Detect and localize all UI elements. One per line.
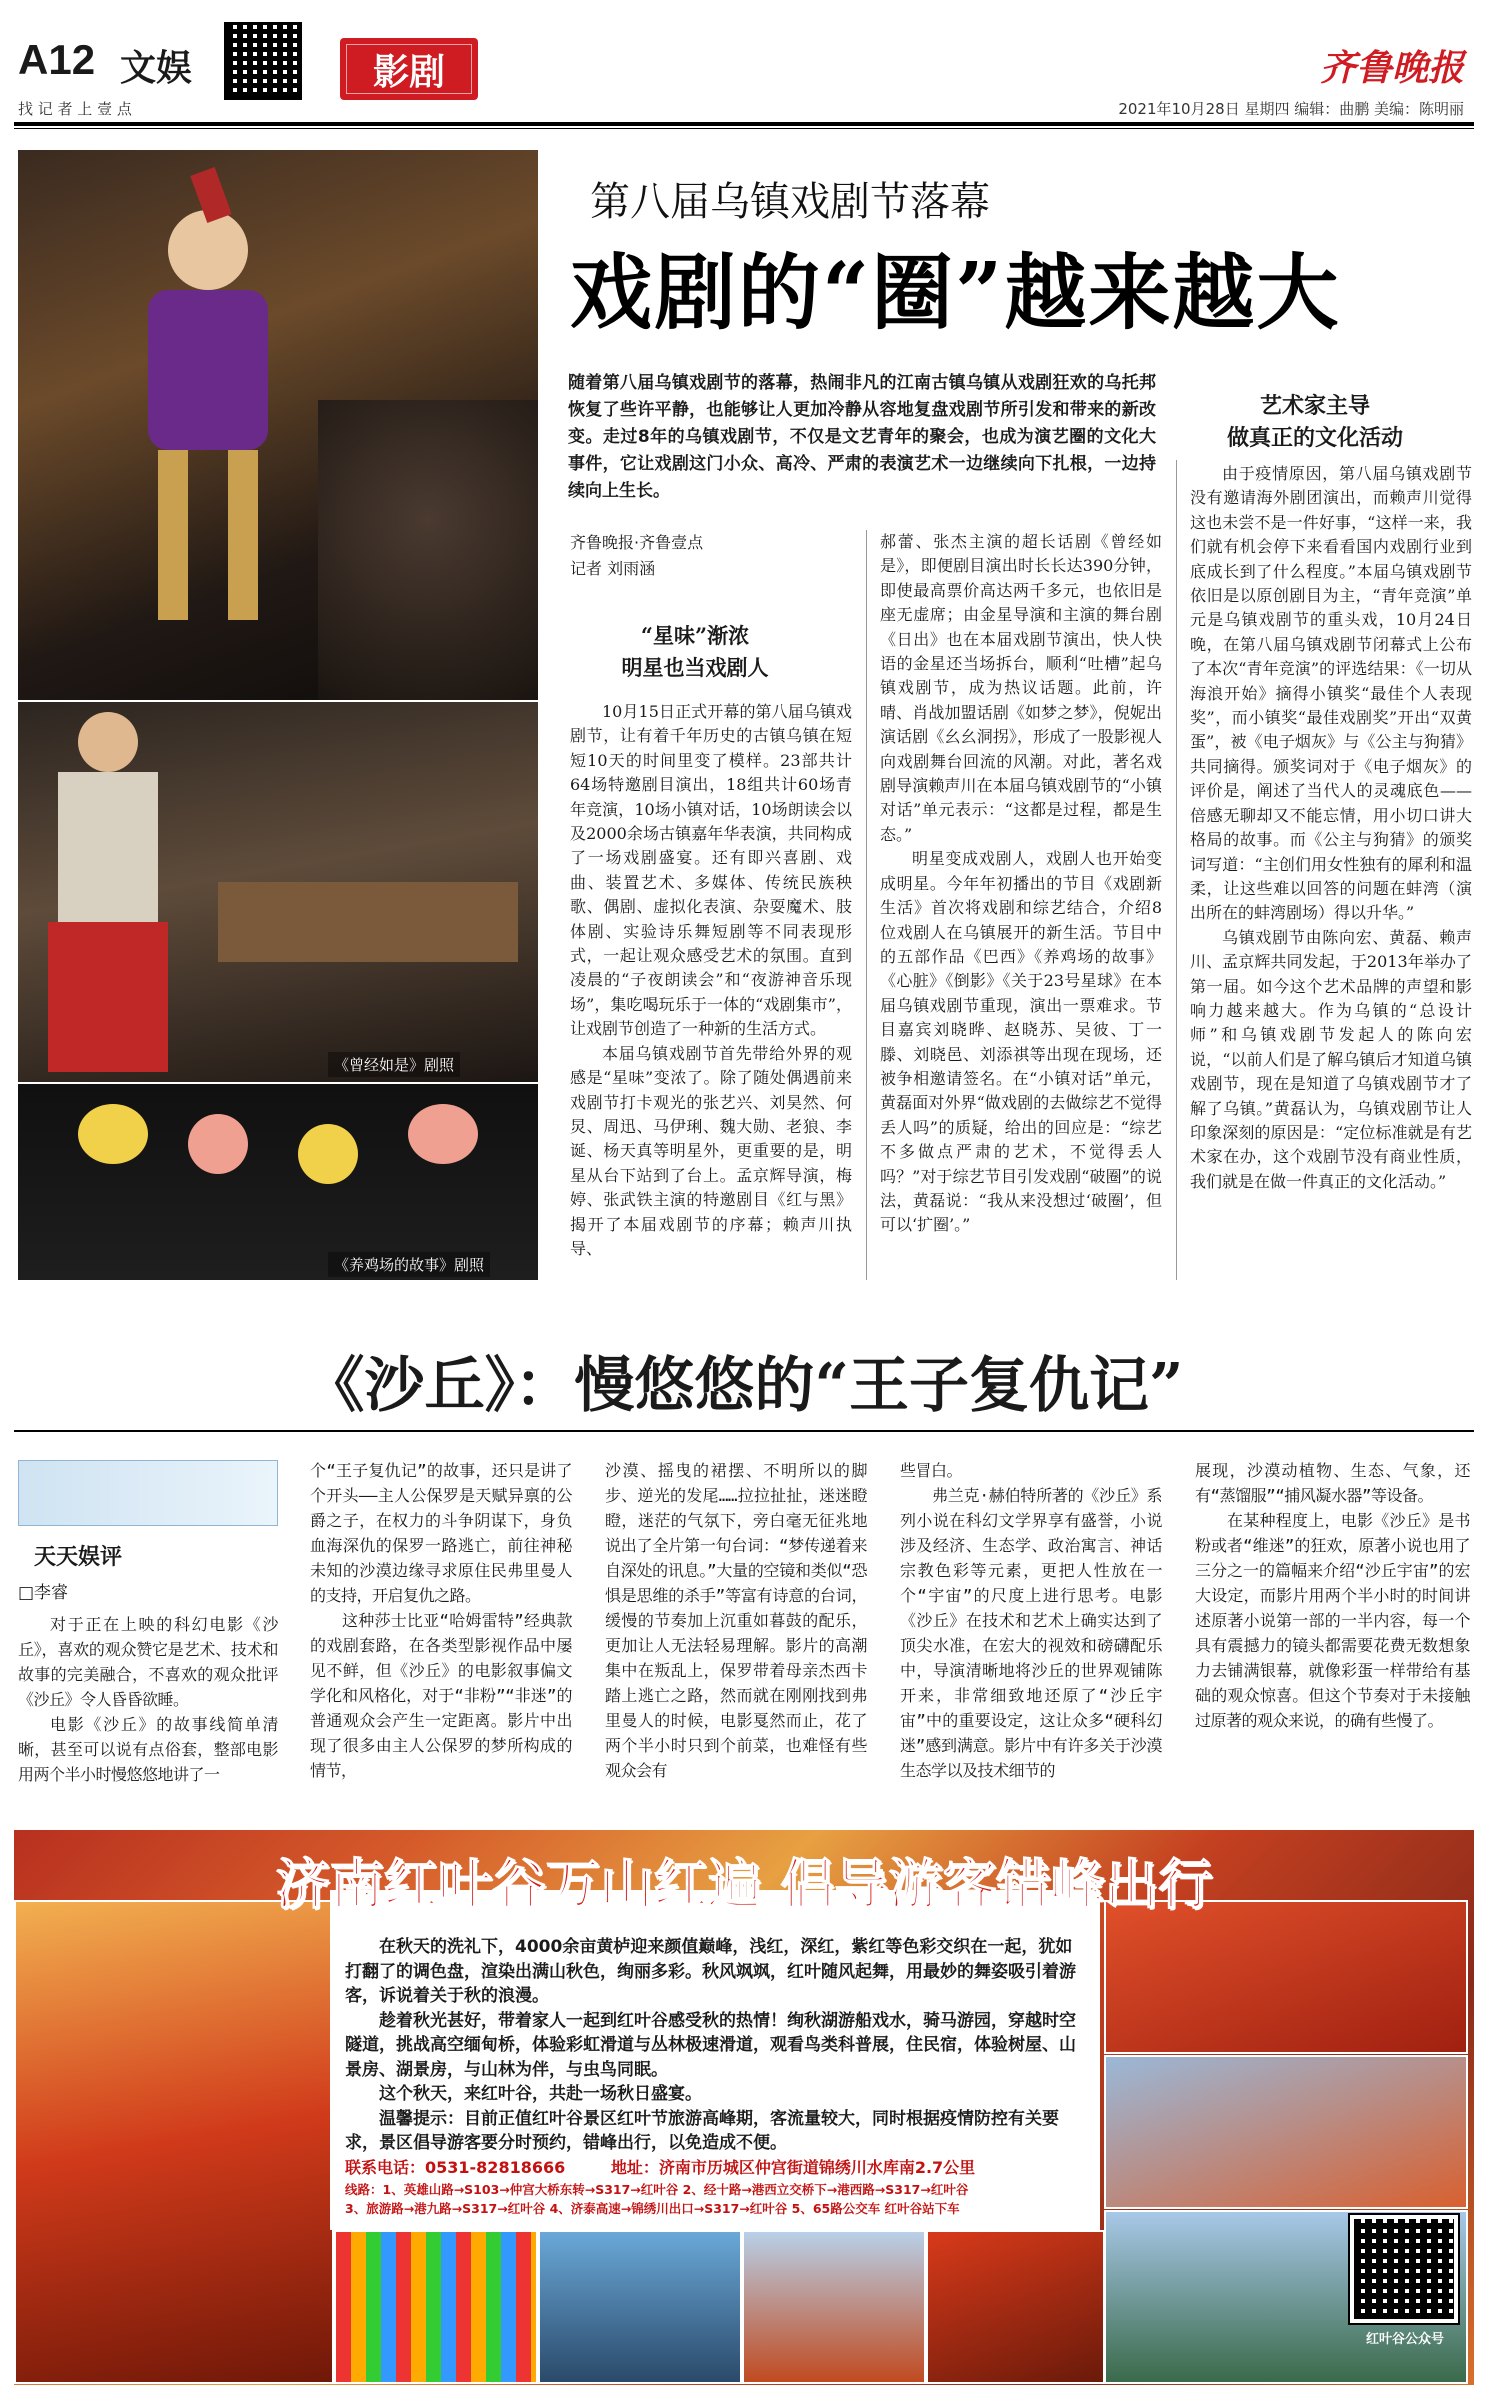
- paragraph: 个“王子复仇记”的故事，还只是讲了个开头——主人公保罗是天赋异禀的公爵之子，在权力的斗争阴谋下，身负血海深仇的保罗一路逃亡，前往神秘未知的沙漠边缘寻求原住民弗里曼人的支持，开启复仇之路。: [310, 1461, 572, 1605]
- actor-head: [78, 712, 138, 772]
- ad-route-line: 3、旅游路→港九路→S317→红叶谷 4、济泰高速→锦绣川出口→S317→红叶谷 5、65路公交车 红叶谷站下车: [345, 2201, 960, 2216]
- dune-column-5: [1195, 1458, 1470, 1823]
- ad-headline: 济南红叶谷万山红遍 倡导游客错峰出行: [275, 1852, 1213, 1916]
- stage-photo-1[interactable]: [18, 702, 538, 1082]
- section-tag-label: 影剧: [372, 50, 445, 93]
- page-number: A12: [18, 36, 96, 83]
- subhead-left: [570, 620, 820, 684]
- column-rule: [1176, 460, 1177, 1280]
- byline: [570, 530, 703, 582]
- actor-body: [58, 772, 158, 922]
- rainbow-slide-photo: [334, 2230, 538, 2384]
- dune-column-3: [605, 1458, 867, 1823]
- paragraph: 本届乌镇戏剧节首先带给外界的观感是“星味”变浓了。除了随处偶遇前来戏剧节打卡观光的张艺兴、刘昊然、何炅、周迅、马伊琍、魏大勋、老狼、李诞、杨天真等明星外，更重要的是，明星从台下站到了台上。孟京辉导演，梅婷、张武铁主演的特邀剧目《红与黑》揭开了本届戏剧节的序幕；赖声川执导、: [570, 1043, 852, 1258]
- ad-phone[interactable]: 联系电话：0531-82818666: [345, 2158, 566, 2177]
- ad-body: [345, 1935, 1085, 2156]
- ad-paragraph: 在秋天的洗礼下，4000余亩黄栌迎来颜值巅峰，浅红，深红，紫红等色彩交织在一起，犹如打翻了的调色盘，渲染出满山秋色，绚丽多彩。秋风飒飒，红叶随风起舞，用最妙的舞姿吸引着游客，诉说着关于秋的浪漫。: [345, 1937, 1076, 2006]
- section-name: 文娱: [120, 47, 193, 89]
- review-author: □李睿: [18, 1583, 69, 1603]
- subhead-line: 明星也当戏剧人: [621, 655, 769, 680]
- photo-column: [18, 150, 538, 1280]
- autumn-photo: [1104, 1900, 1468, 2054]
- ad-tip: 温馨提示：目前正值红叶谷景区红叶节旅游高峰期，客流量较大，同时根据疫情防控有关要求，景区倡导游客要分时预约，错峰出行，以免造成不便。: [345, 2108, 1059, 2153]
- puppet-leg: [158, 450, 188, 620]
- mountain-photo: [14, 1900, 334, 2384]
- chicken-mask: [78, 1104, 148, 1164]
- dune-headline: 《沙丘》：慢悠悠的“王子复仇记”: [304, 1351, 1184, 1421]
- audience-crowd: [318, 400, 538, 700]
- stage-photo-2[interactable]: [18, 1084, 538, 1280]
- story-column-1: [570, 700, 852, 1290]
- header-left-note: 找 记 者 上 壹 点: [18, 100, 132, 118]
- paragraph: 些冒白。: [900, 1461, 963, 1480]
- header-date-editor: 2021年10月28日 星期四 编辑：曲鹏 美编：陈明丽: [1118, 100, 1464, 118]
- byline-author: 记者 刘雨涵: [570, 559, 656, 578]
- paragraph: 这种莎士比亚“哈姆雷特”经典款的戏剧套路，在各类型影视作品中屡见不鲜，但《沙丘》的电影叙事偏文学化和风格化，对于“非粉”“非迷”的普通观众会产生一定距离。影片中出现了很多由主人公保罗的梦所构成的情节，: [310, 1611, 572, 1780]
- story-column-3: [1190, 462, 1472, 1290]
- autumn-photo: [1104, 2055, 1468, 2209]
- qr-code-icon[interactable]: [1350, 2215, 1458, 2323]
- subhead-line: “星味”渐浓: [640, 623, 750, 648]
- actor-costume: [48, 922, 168, 1072]
- paragraph: 展现，沙漠动植物、生态、气象，还有“蒸馏服”“捕风凝水器”等设备。: [1195, 1461, 1470, 1505]
- ad-address: 地址：济南市历城区仲宫街道锦绣川水库南2.7公里: [610, 2158, 976, 2177]
- paragraph: 10月15日正式开幕的第八届乌镇戏剧节，让有着千年历史的古镇乌镇在短短10天的时间里变了模样。23部共计64场特邀剧目演出，18组共计60场青年竞演，10场小镇对话，10场朗读会以及2000余场古镇嘉年华表演，共同构成了一场戏剧盛宴。还有即兴喜剧、戏曲、装置艺术、多媒体、传统民族秧歌、偶剧、虚拟化表演、杂耍魔术、肢体剧、实验诗乐舞短剧等不同表现形式，一起让观众感受艺术的氛围。直到凌晨的“子夜朗读会”和“夜游神音乐现场”，集吃喝玩乐于一体的“戏剧集市”，让戏剧节创造了一种新的生活方式。: [570, 702, 852, 1039]
- subhead-line: 艺术家主导: [1259, 393, 1370, 419]
- paragraph: 明星变成戏剧人，戏剧人也开始变成明星。今年年初播出的节目《戏剧新生活》首次将戏剧和综艺结合，介绍8位戏剧人在乌镇展开的新生活。节目中的五部作品《巴西》《养鸡场的故事》《心脏》《倒影》《关于23号星球》在本届乌镇戏剧节重现，演出一票难求。节目嘉宾刘晓晔、赵晓苏、吴彼、丁一滕、刘晓邑、刘添祺等出现在现场，还被争相邀请签名。在“小镇对话”单元，黄磊面对外界“做戏剧的去做综艺不觉得丢人吗”的质疑，给出的回应是：“综艺不多做点严肃的艺术，不觉得丢人吗？”对于综艺节目引发戏剧“破圈”的说法，黄磊说：“我从来没想过‘破圈’，但可以‘扩圈’。”: [880, 849, 1162, 1235]
- photo-caption: 《养鸡场的故事》剧照: [328, 1252, 490, 1277]
- zipline-photo: [742, 2230, 926, 2384]
- chicken-mask: [298, 1124, 358, 1184]
- paragraph: 由于疫情原因，第八届乌镇戏剧节没有邀请海外剧团演出，而赖声川觉得这也未尝不是一件好事，“这样一来，我们就有机会停下来看看国内戏剧行业到底成长到了什么程度。”本届乌镇戏剧节依旧是以原创剧目为主，“青年竞演”单元是乌镇戏剧节的重头戏，10月24日晚，在第八届乌镇戏剧节闭幕式上公布了本次“青年竞演”的评选结果：《一切从海浪开始》摘得小镇奖“最佳个人表现奖”，而小镇奖“最佳戏剧奖”开出“双黄蛋”，被《电子烟灰》与《公主与狗猜》共同摘得。颁奖词对于《电子烟灰》的评价是，阐述了当代人的灵魂底色——倍感无聊却又不能忘情，用小切口讲大格局的故事。而《公主与狗猜》的颁奖词写道：“主创们用女性独有的犀利和温柔，让这些难以回答的问题在蚌湾（演出所在的蚌湾剧场）得以升华。”: [1190, 464, 1472, 923]
- glass-bridge-photo: [538, 2230, 742, 2384]
- paragraph: 弗兰克·赫伯特所著的《沙丘》系列小说在科幻文学界享有盛誉，小说涉及经济、生态学、政治寓言、神话宗教色彩等元素，更把人性放在一个“宇宙”的尺度上进行思考。电影《沙丘》在技术和艺术上确实达到了顶尖水准，在宏大的视效和磅礴配乐中，导演清晰地将沙丘的世界观铺陈开来，非常细致地还原了“沙丘宇宙”中的重要设定，这让众多“硬科幻迷”感到满意。影片中有许多关于沙漠生态学以及技术细节的: [900, 1486, 1162, 1780]
- newspaper-logo: 齐鲁晚报: [1319, 47, 1464, 89]
- column-rule: [866, 530, 867, 1280]
- section-rule: [14, 1430, 1474, 1432]
- ad-routes: [345, 2180, 1085, 2218]
- section-tag: [340, 38, 478, 100]
- header-rule: [14, 122, 1474, 126]
- ad-paragraph: 趁着秋光甚好，带着家人一起到红叶谷感受秋的热情！绚秋湖游船戏水，骑马游园，穿越时空隧道，挑战高空缅甸桥，体验彩虹滑道与丛林极速滑道，观看鸟类科普展，住民宿，体验树屋、山景房、湖景房，与山林为伴，与虫鸟同眠。: [345, 2010, 1076, 2080]
- ad-contact: [345, 2155, 1015, 2178]
- byline-source: 齐鲁晚报·齐鲁壹点: [570, 533, 704, 552]
- paragraph: 郝蕾、张杰主演的超长话剧《曾经如是》，即便剧目演出时长长达390分钟，即使最高票价高达两千多元，也依旧是座无虚席；由金星导演和主演的舞台剧《日出》也在本届戏剧节演出，快人快语的金星还当场拆台，顺利“吐槽”起乌镇戏剧节，成为热议话题。此前，许晴、肖战加盟话剧《如梦之梦》，倪妮出演话剧《幺幺洞拐》，形成了一股影视人向戏剧舞台回流的风潮。对此，著名戏剧导演赖声川在本届乌镇戏剧节的“小镇对话”单元表示：“这都是过程，都是生态。”: [880, 532, 1162, 844]
- photo-caption: 《曾经如是》剧照: [328, 1052, 460, 1077]
- puppet-body: [148, 290, 268, 450]
- story-headline: 戏剧的“圈”越来越大: [570, 245, 1341, 341]
- dune-column-2: [310, 1458, 572, 1823]
- story-lead: 随着第八届乌镇戏剧节的落幕，热闹非凡的江南古镇乌镇从戏剧狂欢的乌托邦恢复了些许平静，也能够让人更加冷静从容地复盘戏剧节所引发和带来的新改变。走过8年的乌镇戏剧节，不仅是文艺青年的聚会，也成为演艺圈的文化大事件，它让戏剧这门小众、高冷、严肃的表演艺术一边继续向下扎根，一边持续向上生长。: [568, 373, 1156, 501]
- qr-label: 红叶谷公众号: [1365, 2332, 1444, 2347]
- paragraph: 对于正在上映的科幻电影《沙丘》，喜欢的观众赞它是艺术、技术和故事的完美融合，不喜欢的观众批评《沙丘》令人昏昏欲睡。: [18, 1615, 278, 1709]
- subhead-line: 做真正的文化活动: [1226, 425, 1403, 451]
- ad-route-line: 线路：1、英雄山路→S103→仲宫大桥东转→S317→红叶谷 2、经十路→港西立交桥下→港西路→S317→红叶谷: [345, 2182, 969, 2197]
- paragraph: 乌镇戏剧节由陈向宏、黄磊、赖声川、孟京辉共同发起，于2013年举办了第一届。如今这个艺术品牌的声望和影响力越来越大。作为乌镇的“总设计师”和乌镇戏剧节发起人的陈向宏说，“以前人们是了解乌镇后才知道乌镇戏剧节，现在是知道了乌镇戏剧节才了解了乌镇。”黄磊认为，乌镇戏剧节让人印象深刻的原因是：“定位标准就是有艺术家在办，这个戏剧节没有商业性质，我们就是在做一件真正的文化活动。”: [1190, 927, 1472, 1191]
- chicken-mask: [408, 1104, 478, 1164]
- dune-column-4: [900, 1458, 1162, 1823]
- ad-paragraph: 这个秋天，来红叶谷，共赴一场秋日盛宴。: [379, 2084, 702, 2104]
- paragraph: 在某种程度上，电影《沙丘》是书粉或者“维迷”的狂欢，原著小说也用了三分之一的篇幅来介绍“沙丘宇宙”的宏大设定，而影片用两个半小时的时间讲述原著小说第一部的一半内容，每一个具有震撼力的镜头都需要花费无数想象力去铺满银幕，就像彩蛋一样带给有基础的观众惊喜。但这个节奏对于未接触过原著的观众来说，的确有些慢了。: [1195, 1511, 1470, 1730]
- subhead-right: [1185, 390, 1445, 454]
- column-banner-image: [18, 1460, 278, 1526]
- puppet-leg: [228, 450, 258, 620]
- dune-column-1: [18, 1612, 278, 1822]
- header-rule-thin: [14, 128, 1474, 129]
- stage-table: [218, 882, 518, 962]
- column-label: 天天娱评: [34, 1544, 123, 1570]
- qr-code-icon[interactable]: [224, 22, 302, 100]
- chicken-mask: [188, 1114, 248, 1174]
- path-photo: [926, 2230, 1105, 2384]
- paragraph: 沙漠、摇曳的裙摆、不明所以的脚步、逆光的发尾……拉拉扯扯，迷迷瞪瞪，迷茫的气氛下，旁白毫无征兆地说出了全片第一句台词：“梦传递着来自深处的讯息。”大量的空镜和类似“恐惧是思维的杀手”等富有诗意的台词，缓慢的节奏加上沉重如暮鼓的配乐，更加让人无法轻易理解。影片的高潮集中在叛乱上，保罗带着母亲杰西卡踏上逃亡之路，然而就在刚刚找到弗里曼人的时候，电影戛然而止，花了两个半小时只到个前菜，也难怪有些观众会有: [605, 1461, 867, 1780]
- puppet-photo[interactable]: [18, 150, 538, 700]
- story-kicker: 第八届乌镇戏剧节落幕: [590, 179, 990, 225]
- paragraph: 电影《沙丘》的故事线简单清晰，甚至可以说有点俗套，整部电影用两个半小时慢悠悠地讲了一: [18, 1715, 278, 1784]
- story-column-2: [880, 530, 1162, 1290]
